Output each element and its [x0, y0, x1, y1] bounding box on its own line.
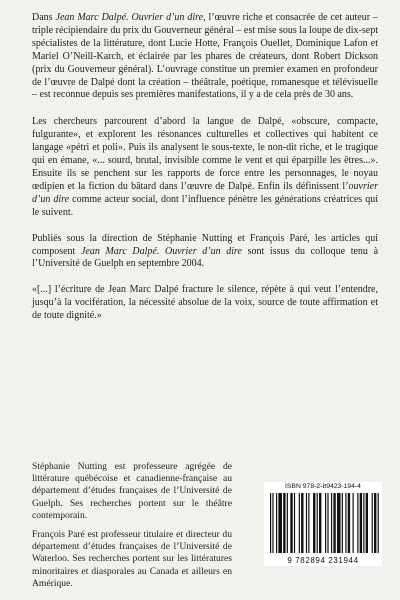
barcode-bar: [272, 493, 273, 553]
barcode-bar: [353, 493, 354, 553]
barcode-bar: [299, 493, 300, 553]
isbn-digits: 9 782894 231944: [287, 556, 359, 565]
barcode-bar: [372, 493, 373, 553]
description-paragraph-2: [32, 116, 378, 219]
barcode-bar: [327, 493, 328, 553]
barcode-bar: [301, 493, 303, 553]
barcode-bar: [276, 493, 277, 553]
barcode-bar: [317, 493, 318, 553]
barcode-bar: [366, 493, 368, 553]
barcode-bar: [357, 493, 358, 553]
barcode-bar: [333, 493, 335, 553]
barcode-bar: [378, 493, 379, 553]
description-paragraph-1: [32, 12, 378, 102]
text: comme acteur social, dont l’influence pénètre les générations créatrices qui le suivent.: [32, 193, 378, 218]
bio-text: Stéphanie Nutting est professeure agrégée de littérature québécoise et canadienne-française au département d’études françaises de l’Université de Guelph. Ses recherches portent sur le théâtre contemporain.: [32, 461, 232, 521]
text: , l’œuvre riche et consacrée de cet auteur – triple récipiendaire du prix du Gouverneur général – est mise sous la loupe de dix-sept spécialistes de la littérature, dont Lucie Hotte, François Ouellet, Dominique Lafon et Mariel O’Neill-Karch, et éclairée par les phares de créateurs, dont Robert Dickson (prix du Gouverneur général). L’ouvrage constitue un premier examen en profondeur de l’œuvre de Dalpé dont la création – théâtrale, poétique, romanesque et télévisuelle – est reconnue depuis ses premières manifestations, il y a de cela près de 30 ans.: [32, 12, 379, 101]
isbn-barcode: [264, 482, 382, 566]
book-title: Jean Marc Dalpé. Ouvrier d’un dire: [80, 245, 242, 257]
text: sont issus du colloque tenu à l’Université de Guelph en septembre 2004.: [32, 245, 379, 270]
barcode-bar: [290, 493, 292, 553]
bio-pare: [32, 529, 232, 590]
barcode-bar: [348, 493, 350, 553]
back-cover-text: [32, 12, 378, 323]
barcode-bar: [325, 493, 326, 553]
isbn-label: ISBN 978-2-89423-194-4: [285, 483, 361, 490]
text: Publiés sous la direction de Stéphanie Nutting et François Paré, les articles qui composent: [32, 232, 378, 257]
barcode-bar: [363, 493, 364, 553]
barcode-bar: [270, 493, 271, 553]
barcode-bars: [270, 493, 380, 553]
text: Dans: [32, 12, 56, 23]
barcode-bar: [306, 493, 307, 553]
emphasis: ouvrier d’un dire: [32, 180, 378, 205]
barcode-bar: [360, 493, 362, 553]
barcode-bar: [331, 493, 332, 553]
barcode-bar: [283, 493, 285, 553]
bio-nutting: [32, 461, 232, 522]
text: Les chercheurs parcourent d’abord la langue de Dalpé, «obscure, compacte, fulgurante», et explorent les résonances culturelles et collectives qui habitent ce langage «pétri et poli». Puis ils analysent le sous-texte, le non-dit riche, et le tragique qui en émane, «... sourd, brutal, invisible comme le vent et qui éparpille les êtres...». Ensuite ils se penchent sur les rapports de force entre les personnages, le noyau œdipien et la fiction du bâtard dans l’œuvre de Dalpé. Enfin ils définissent l’: [32, 116, 378, 192]
barcode-bar: [287, 493, 288, 553]
barcode-bar: [278, 493, 282, 553]
barcode-bar: [342, 493, 343, 553]
editors-paragraph: [32, 233, 378, 272]
barcode-bar: [294, 493, 295, 553]
book-title: Jean Marc Dalpé. Ouvrier d’un dire: [55, 12, 204, 23]
bio-text: François Paré est professeur titulaire et directeur du département d’études françaises de l’Université de Waterloo. Ses recherches portent sur les littératures minoritaires et diasporales au Canada et ailleurs en Amérique.: [32, 529, 232, 589]
quote-paragraph: «[...] l’écriture de Jean Marc Dalpé fracture le silence, répète à qui veut l’entendre, jusqu’à la vocifération, la nécessité absolue de la voix, source de toute affirmation et de toute dignité.»: [32, 284, 378, 322]
barcode-bar: [319, 493, 321, 553]
barcode-bar: [374, 493, 376, 553]
barcode-bar: [308, 493, 309, 553]
barcode-bar: [313, 493, 315, 553]
barcode-bar: [337, 493, 341, 553]
barcode-bar: [345, 493, 346, 553]
